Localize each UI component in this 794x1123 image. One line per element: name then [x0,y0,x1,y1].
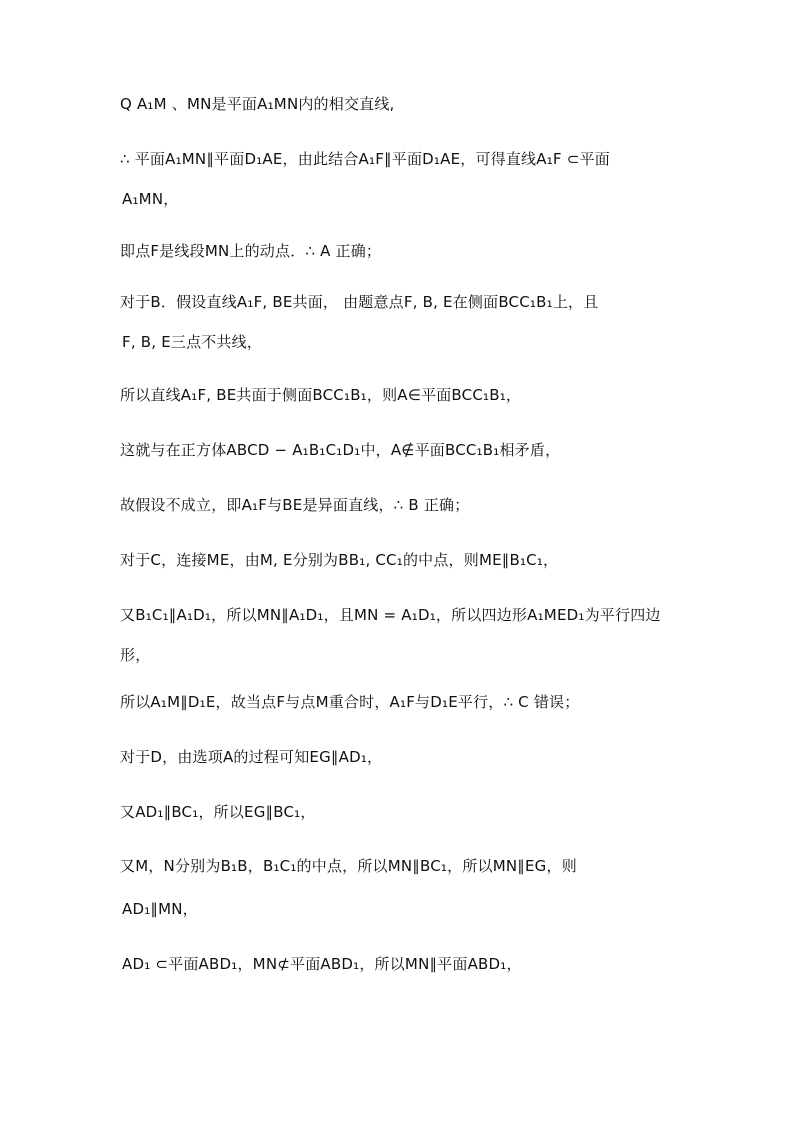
text-line: 故假设不成立，即A₁F与BE是异面直线，∴ B 正确； [120,496,470,514]
text-line: 形， [120,646,151,664]
text-line: Q A₁M 、MN是平面A₁MN内的相交直线, [120,95,395,113]
text-line: A₁MN， [122,190,179,208]
text-line: 所以直线A₁F, BE共面于侧面BCC₁B₁，则A∈平面BCC₁B₁， [120,386,522,404]
text-line: 又AD₁∥BC₁，所以EG∥BC₁， [120,803,316,821]
text-line: ∴ 平面A₁MN∥平面D₁AE，由此结合A₁F∥平面D₁AE，可得直线A₁F ⊂平面 [120,150,610,168]
text-line: 又M，N分别为B₁B，B₁C₁的中点，所以MN∥BC₁，所以MN∥EG，则 [120,857,577,875]
text-line: F, B, E三点不共线， [122,333,263,351]
text-line: 即点F是线段MN上的动点．∴ A 正确； [120,242,382,260]
text-line: 对于B．假设直线A₁F, BE共面， 由题意点F, B, E在侧面BCC₁B₁上，且 [120,293,599,311]
text-line: 又B₁C₁∥A₁D₁，所以MN∥A₁D₁，且MN = A₁D₁，所以四边形A₁MED₁为平行四边 [120,606,661,624]
text-line: 对于C，连接ME，由M, E分别为BB₁, CC₁的中点，则ME∥B₁C₁， [120,551,559,569]
text-line: AD₁∥MN， [122,900,198,918]
text-line: 对于D，由选项A的过程可知EG∥AD₁， [120,748,383,766]
text-line: AD₁ ⊂平面ABD₁，MN⊄平面ABD₁，所以MN∥平面ABD₁， [122,955,522,973]
text-line: 这就与在正方体ABCD − A₁B₁C₁D₁中，A∉平面BCC₁B₁相矛盾， [120,441,561,459]
text-line: 所以A₁M∥D₁E，故当点F与点M重合时，A₁F与D₁E平行，∴ C 错误； [120,693,580,711]
